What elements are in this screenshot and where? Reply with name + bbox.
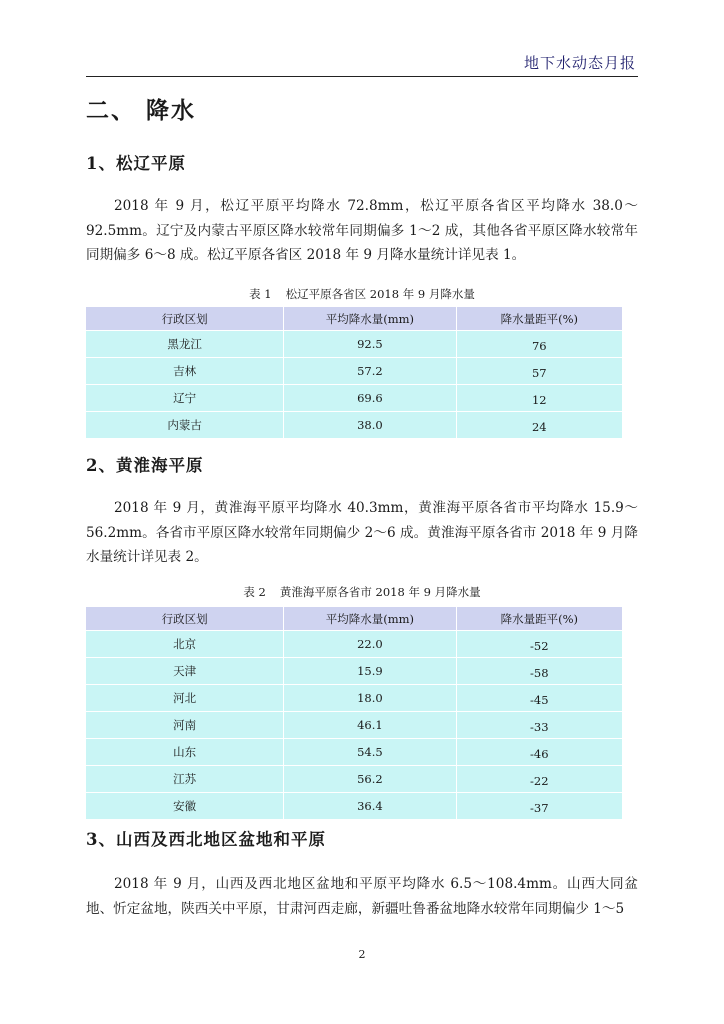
table-cell-region: 吉林 — [86, 357, 284, 384]
table-header-row — [86, 307, 622, 330]
table-cell-anomaly: 76 — [457, 330, 622, 357]
section-2-text: 2018 年 9 月，黄淮海平原平均降水 40.3mm，黄淮海平原各省市平均降水 15.9～56.2mm。各省市平原区降水较常年同期偏少 2～6 成。黄淮海平原各省市 2018 年 9 月降水量统计详见表 2。 — [86, 500, 638, 565]
table-cell-region: 山东 — [86, 738, 284, 765]
table-cell-avg: 36.4 — [284, 792, 456, 819]
table-2-header-region: 行政区划 — [86, 607, 284, 630]
table-cell-anomaly: -58 — [457, 657, 622, 684]
table-1-caption — [86, 286, 638, 302]
section-1-paragraph — [86, 194, 638, 268]
table-cell-anomaly: 12 — [457, 384, 622, 411]
table-cell-region: 内蒙古 — [86, 411, 284, 438]
table-cell-region: 河南 — [86, 711, 284, 738]
table-cell-region: 江苏 — [86, 765, 284, 792]
table-cell-anomaly: 24 — [457, 411, 622, 438]
section-1-text: 2018 年 9 月，松辽平原平均降水 72.8mm，松辽平原各省区平均降水 38.0～92.5mm。辽宁及内蒙古平原区降水较常年同期偏多 1～2 成，其他各省平原区降水较常年同期偏多 6～8 成。松辽平原各省区 2018 年 9 月降水量统计详见表 1。 — [86, 198, 638, 263]
table-cell-region: 天津 — [86, 657, 284, 684]
section-2-paragraph — [86, 496, 638, 570]
table-cell-avg: 15.9 — [284, 657, 456, 684]
table-cell-anomaly: -37 — [457, 792, 622, 819]
table-1-caption-text: 松辽平原各省区 2018 年 9 月降水量 — [285, 287, 475, 301]
table-header-row — [86, 607, 622, 630]
table-cell-region: 河北 — [86, 684, 284, 711]
table-cell-region: 黑龙江 — [86, 330, 284, 357]
table-2-header-avg: 平均降水量(mm) — [284, 607, 456, 630]
table-cell-anomaly: -45 — [457, 684, 622, 711]
table-2-caption-text: 黄淮海平原各省市 2018 年 9 月降水量 — [279, 585, 481, 599]
table-cell-anomaly: -22 — [457, 765, 622, 792]
chapter-title: 二、 降水 — [86, 97, 197, 124]
table-1-header-avg: 平均降水量(mm) — [284, 307, 456, 330]
section-1-title: 1、松辽平原 — [86, 154, 186, 173]
table-cell-avg: 46.1 — [284, 711, 456, 738]
table-cell-region: 辽宁 — [86, 384, 284, 411]
table-2 — [86, 607, 622, 819]
table-2-caption — [86, 584, 638, 600]
section-3-text: 2018 年 9 月，山西及西北地区盆地和平原平均降水 6.5～108.4mm。山西大同盆地、忻定盆地，陕西关中平原，甘肃河西走廊，新疆吐鲁番盆地降水较常年同期偏少 1～5 — [86, 876, 638, 917]
table-1 — [86, 307, 622, 438]
table-cell-avg: 18.0 — [284, 684, 456, 711]
table-cell-avg: 22.0 — [284, 630, 456, 657]
table-2-header-anomaly: 降水量距平(%) — [457, 607, 622, 630]
table-cell-region: 北京 — [86, 630, 284, 657]
section-2-title: 2、黄淮海平原 — [86, 456, 204, 475]
table-row — [86, 630, 622, 657]
table-cell-avg: 56.2 — [284, 765, 456, 792]
table-row — [86, 738, 622, 765]
page-number: 2 — [358, 948, 366, 961]
table-1-caption-number: 表 1 — [249, 287, 272, 301]
header-title: 地下水动态月报 — [523, 54, 636, 72]
table-2-caption-number: 表 2 — [243, 585, 266, 599]
table-row — [86, 792, 622, 819]
table-1-header-anomaly: 降水量距平(%) — [457, 307, 622, 330]
table-row — [86, 384, 622, 411]
section-3-title: 3、山西及西北地区盆地和平原 — [86, 830, 326, 849]
table-cell-anomaly: 57 — [457, 357, 622, 384]
table-row — [86, 411, 622, 438]
table-cell-anomaly: -33 — [457, 711, 622, 738]
table-row — [86, 657, 622, 684]
table-cell-region: 安徽 — [86, 792, 284, 819]
table-1-header-region: 行政区划 — [86, 307, 284, 330]
table-row — [86, 330, 622, 357]
table-cell-anomaly: -52 — [457, 630, 622, 657]
section-3-paragraph — [86, 872, 638, 921]
table-row — [86, 684, 622, 711]
table-cell-avg: 54.5 — [284, 738, 456, 765]
table-cell-avg: 57.2 — [284, 357, 456, 384]
table-cell-anomaly: -46 — [457, 738, 622, 765]
table-cell-avg: 92.5 — [284, 330, 456, 357]
table-cell-avg: 69.6 — [284, 384, 456, 411]
table-row — [86, 711, 622, 738]
table-cell-avg: 38.0 — [284, 411, 456, 438]
page-header — [86, 48, 638, 77]
table-row — [86, 357, 622, 384]
table-row — [86, 765, 622, 792]
